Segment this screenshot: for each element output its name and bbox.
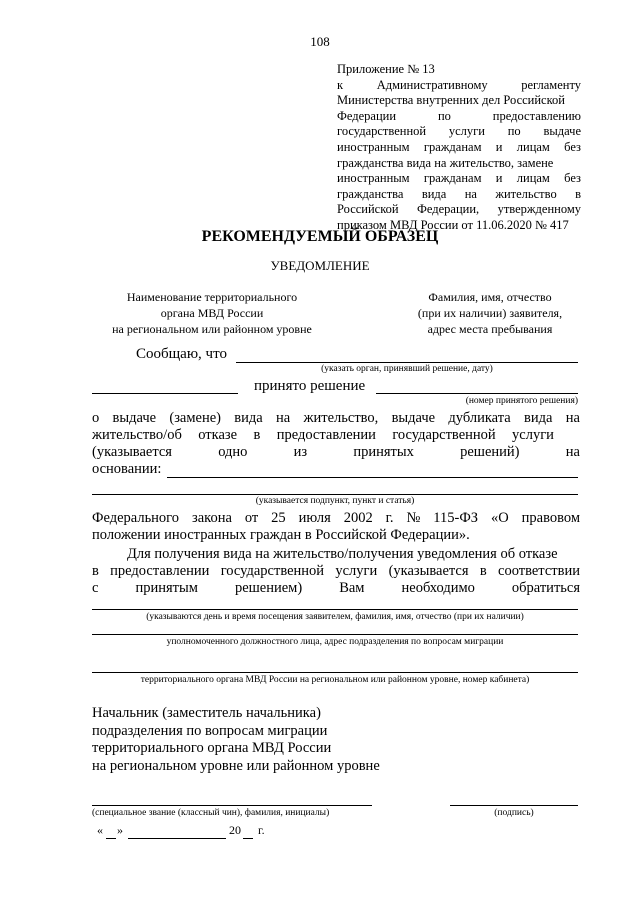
decision-prefix-line	[92, 393, 238, 394]
official-hint: уполномоченного должностного лица, адрес подразделения по вопросам миграции	[166, 637, 504, 647]
header-right-line: (при их наличии) заявителя,	[417, 306, 563, 320]
page-number: 108	[310, 34, 330, 49]
appendix-word: к	[337, 77, 344, 92]
paragraph-word: правовом	[521, 510, 580, 526]
paragraph-word: одно	[218, 444, 248, 460]
appendix-word: по	[507, 124, 521, 139]
paragraph-word: предоставлении	[276, 427, 376, 443]
paragraph-word: (указывается	[92, 444, 172, 460]
appendix-word: Министерства внутренних дел Российской	[337, 93, 565, 108]
appendix-word: Федерации,	[417, 202, 480, 217]
appendix-word: без	[564, 139, 581, 154]
rank-fill-line	[92, 805, 372, 806]
appendix-word: гражданства	[337, 186, 404, 201]
subpoint-fill-line	[92, 494, 578, 495]
paragraph-word: соответствии	[498, 563, 580, 579]
paragraph-word: дубликата	[448, 410, 511, 426]
appendix-word: Федерации	[337, 108, 397, 123]
paragraph-word: услуги	[512, 427, 554, 443]
paragraph-word: в	[92, 563, 99, 579]
appendix-line	[337, 140, 581, 156]
appendix-word: гражданам	[423, 139, 482, 154]
paragraph-word: отказе	[198, 427, 238, 443]
paragraph-word: вида	[523, 410, 553, 426]
decision-label: принято решение	[254, 378, 366, 394]
paragraph-word: №	[406, 510, 421, 526]
appendix-word: регламенту	[521, 77, 581, 92]
appendix-word: и	[495, 171, 503, 186]
paragraph-word: обратиться	[511, 580, 580, 596]
appendix-line	[337, 171, 581, 187]
paragraph-word: жительство/об	[92, 427, 182, 443]
signatory-line: подразделения по вопросам миграции	[92, 722, 328, 739]
paragraph-word: о	[92, 410, 100, 426]
territorial-fill-line	[92, 672, 578, 673]
subpoint-hint: (указывается подпункт, пункт и статья)	[255, 496, 415, 506]
decision-number-line	[376, 393, 578, 394]
paragraph-word: на	[565, 444, 580, 460]
sample-title: РЕКОМЕНДУЕМЫЙ ОБРАЗЕЦ	[201, 228, 439, 245]
appendix-word: в	[575, 186, 581, 201]
appendix-word: без	[564, 171, 581, 186]
paragraph-word: 115-ФЗ	[433, 510, 479, 526]
header-right-line: Фамилия, имя, отчество	[428, 290, 552, 304]
basis-label: основании:	[92, 461, 162, 477]
appendix-word: иностранным	[337, 139, 410, 154]
paragraph-word: предоставлении	[110, 563, 210, 579]
appendix-line	[337, 124, 581, 140]
basis-fill-line	[167, 477, 578, 478]
visit-hint: (указываются день и время посещения заявителем, фамилия, имя, отчество (при их наличии)	[146, 612, 524, 622]
date-month-line	[128, 838, 226, 839]
appendix-word: Приложение № 13	[337, 62, 435, 76]
paragraph-line	[92, 563, 580, 580]
paragraph-word: принятым	[135, 580, 198, 596]
date-year-suffix: г.	[258, 823, 265, 837]
appendix-word: приказом МВД России от 11.06.2020 № 417	[337, 217, 569, 232]
appendix-word: по	[437, 108, 451, 123]
rank-hint: (специальное звание (классный чин), фамилия, инициалы)	[92, 808, 330, 818]
paragraph-word: (указывается	[388, 563, 469, 579]
paragraph-word: из	[293, 444, 308, 460]
paragraph-word: 25	[271, 510, 286, 526]
paragraph-line	[92, 580, 580, 597]
appendix-word: на	[464, 186, 477, 201]
date-year-prefix: 20	[229, 823, 241, 837]
paragraph-word: с	[92, 580, 99, 596]
appendix-word: предоставлению	[492, 108, 581, 123]
date-quote-close: »	[117, 823, 123, 837]
signatory-line: территориального органа МВД России	[92, 740, 332, 756]
appendix-word: Российской	[337, 202, 399, 217]
organ-fill-line	[236, 362, 578, 363]
paragraph-word: решением)	[234, 580, 303, 596]
date-day-line	[106, 838, 116, 839]
paragraph-word: государственной	[220, 563, 325, 579]
paragraph-line	[92, 427, 554, 444]
appendix-line	[337, 109, 581, 125]
visit-fill-line	[92, 609, 578, 610]
date-quote-open: «	[97, 823, 103, 837]
appendix-word: лицам	[516, 139, 550, 154]
date-year-line	[243, 838, 253, 839]
appendix-line	[337, 62, 581, 78]
paragraph-word: в	[253, 427, 261, 443]
document-title: УВЕДОМЛЕНИЕ	[270, 258, 370, 273]
appendix-word: и	[495, 139, 503, 154]
paragraph-word: г.	[385, 510, 394, 526]
appendix-word: утвержденному	[497, 202, 581, 217]
signature-fill-line	[450, 805, 578, 806]
appendix-word: вида	[421, 186, 447, 201]
organ-hint: (указать орган, принявший решение, дату)	[321, 364, 493, 374]
paragraph-word: вида	[234, 410, 263, 426]
paragraph-word: государственной	[392, 427, 496, 443]
paragraph-word: принятых	[353, 444, 414, 460]
appendix-word: гражданам	[423, 171, 482, 186]
appendix-line	[337, 78, 581, 94]
header-left-line: органа МВД России	[160, 306, 264, 320]
signatory-title	[92, 705, 380, 775]
paragraph-word: решений)	[460, 444, 520, 460]
paragraph-word: услуги	[335, 563, 378, 579]
appendix-word: выдаче	[543, 124, 581, 139]
appendix-line	[337, 93, 581, 109]
addressee-organ-block	[96, 289, 328, 337]
paragraph-word: закона	[191, 510, 232, 526]
paragraph-word: необходимо	[401, 580, 475, 596]
paragraph-word: «О	[490, 510, 509, 526]
official-fill-line	[92, 634, 578, 635]
paragraph-word: Федерального	[92, 510, 180, 526]
appendix-word: жительство	[495, 186, 557, 201]
paragraph-word: в	[479, 563, 487, 579]
header-left-line: на региональном или районном уровне	[112, 322, 312, 336]
appendix-word: услуги	[448, 124, 485, 139]
paragraph-word: на	[276, 410, 291, 426]
paragraph-word: жительство,	[303, 410, 379, 426]
paragraph-word: (замене)	[169, 410, 222, 426]
paragraph-line	[92, 444, 580, 461]
appendix-word: гражданства вида на жительство, замене	[337, 155, 554, 170]
appendix-word: лицам	[516, 171, 550, 186]
territorial-hint: территориального органа МВД России на региональном или районном уровне, номер кабинета)	[140, 675, 530, 685]
appendix-word: иностранным	[337, 171, 410, 186]
appendix-note	[337, 62, 581, 234]
paragraph-word: выдаче	[391, 410, 436, 426]
paragraph-word: 2002	[343, 510, 373, 526]
paragraph-line: Для получения вида на жительство/получения уведомления об отказе	[127, 546, 558, 562]
header-right-line: адрес места пребывания	[427, 322, 553, 336]
paragraph-line: положении иностранных граждан в Российской Федерации».	[92, 527, 470, 543]
appendix-line	[337, 187, 581, 203]
paragraph-line	[92, 410, 580, 427]
appendix-word: государственной	[337, 124, 427, 139]
paragraph-word: от	[244, 510, 259, 526]
inform-label: Сообщаю, что	[136, 346, 227, 362]
signatory-line: на региональном уровне или районном уровне	[92, 757, 380, 774]
decision-number-hint: (номер принятого решения)	[465, 396, 578, 406]
paragraph-word: июля	[298, 510, 331, 526]
paragraph-word: на	[565, 410, 580, 426]
appendix-word: Административному	[376, 77, 488, 92]
appendix-line	[337, 156, 581, 172]
paragraph-word: выдаче	[112, 410, 157, 426]
signatory-line: Начальник (заместитель начальника)	[92, 705, 321, 721]
paragraph-line	[92, 510, 580, 527]
appendix-line	[337, 202, 581, 218]
applicant-block	[388, 289, 592, 337]
signature-hint: (подпись)	[494, 808, 534, 818]
header-left-line: Наименование территориального	[126, 290, 298, 304]
paragraph-word: Вам	[339, 580, 365, 596]
